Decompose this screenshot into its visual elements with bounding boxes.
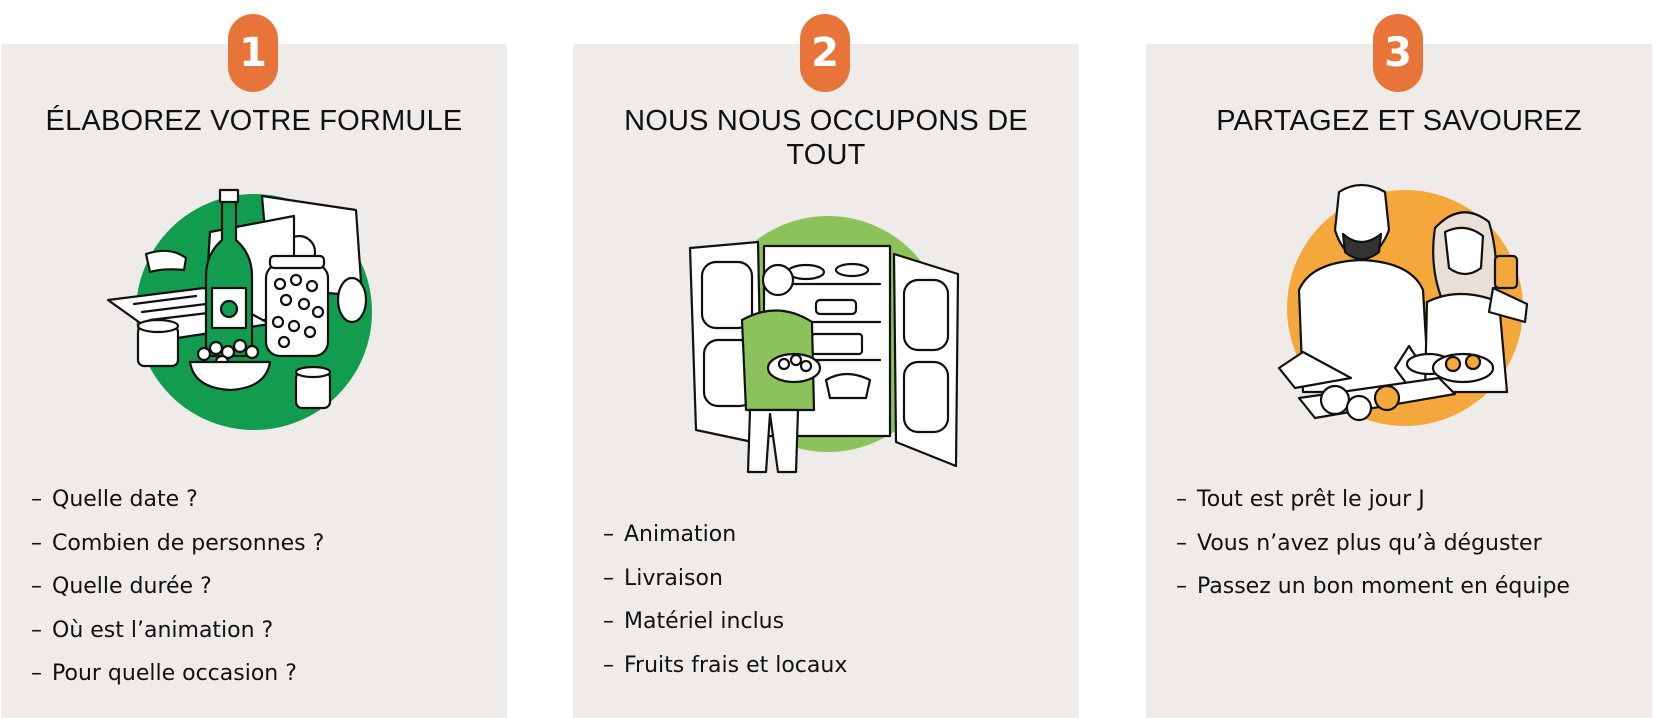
list-item: – Combien de personnes ? [31, 530, 325, 556]
step-2-checklist [603, 513, 847, 687]
list-item: – Où est l’animation ? [31, 617, 274, 643]
step-number-badge: 3 [1373, 14, 1423, 92]
list-item: – Quelle durée ? [31, 574, 212, 599]
list-item: – Fruits frais et locaux [603, 652, 848, 678]
step-number-badge: 2 [800, 14, 850, 92]
step-card-2 [573, 30, 1079, 718]
list-item: – Quelle date ? [31, 487, 198, 512]
step-title: PARTAGEZ ET SAVOUREZ [1216, 105, 1582, 137]
laptop-bottle-jars-illustration [94, 176, 414, 446]
list-item: – Vous n’avez plus qu’à déguster [1176, 530, 1542, 556]
step-number-badge: 1 [228, 14, 278, 92]
list-item: – Tout est prêt le jour J [1176, 487, 1425, 512]
list-item: – Animation [603, 522, 737, 547]
couple-cutting-fruit-illustration [1239, 172, 1559, 442]
step-title: NOUS NOUS OCCUPONS DE TOUT [624, 105, 1028, 171]
list-item: – Matériel inclus [603, 609, 785, 634]
step-title: ÉLABOREZ VOTRE FORMULE [45, 105, 463, 137]
step-3-checklist [1176, 478, 1570, 609]
list-item: – Pour quelle occasion ? [31, 661, 297, 686]
step-1-checklist [31, 478, 324, 696]
step-card-3 [1146, 30, 1652, 718]
man-with-fridge-illustration [666, 204, 986, 474]
list-item: – Livraison [603, 565, 723, 591]
list-item: – Passez un bon moment en équipe [1176, 574, 1570, 599]
step-card-1 [1, 30, 507, 718]
